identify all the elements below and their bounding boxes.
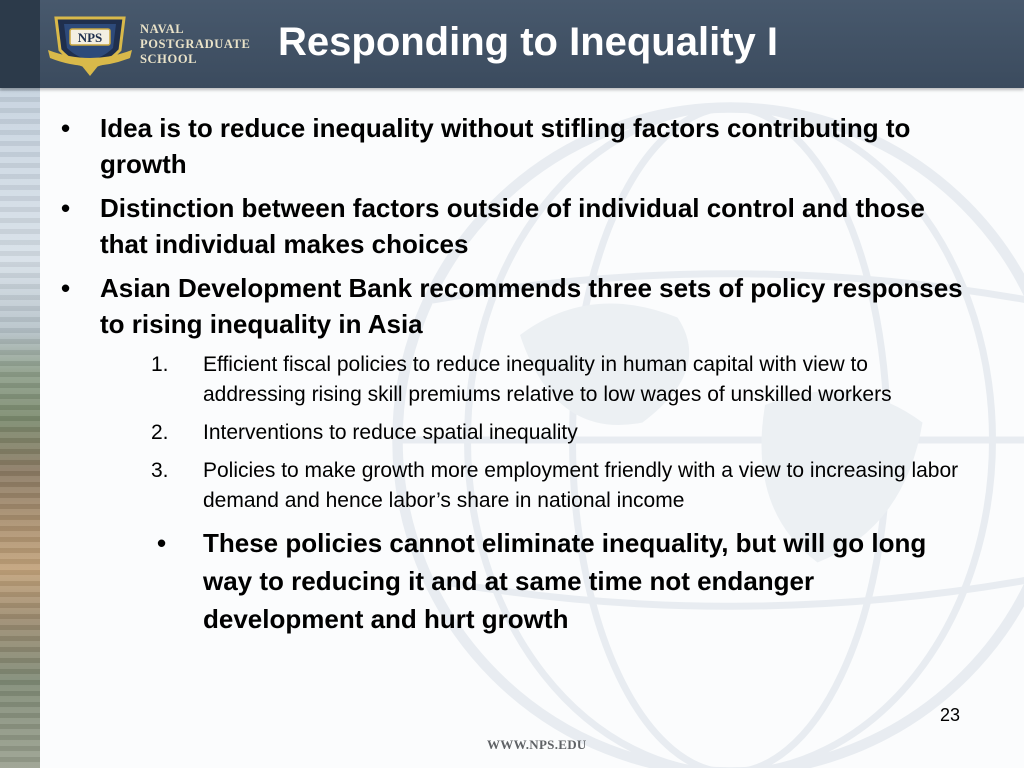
campus-photo-strip: [0, 0, 40, 768]
bullet-mark: •: [61, 113, 71, 143]
nps-crest-logo: [46, 10, 134, 80]
school-name-line-3: SCHOOL: [140, 52, 198, 66]
slide-title: Responding to Inequality I: [278, 20, 778, 64]
numbered-list: [147, 350, 975, 516]
sub-bullet-text: These policies cannot eliminate inequality, but will go long way to reducing it and at same time not endanger development and hurt growth: [203, 528, 927, 634]
numbered-item: [147, 456, 975, 516]
bullet-mark: •: [157, 528, 167, 558]
bullet-mark: •: [61, 193, 71, 223]
item-text: Efficient fiscal policies to reduce inequality in human capital with view to addressing rising skill premiums relative to low wages of unskilled workers: [203, 353, 892, 406]
bullet-text: Distinction between factors outside of individual control and those that individual makes choices: [100, 193, 925, 259]
numbered-item: [147, 350, 975, 410]
footer-url: WWW.NPS.EDU: [487, 737, 587, 752]
item-number: 2.: [151, 421, 169, 444]
header-bar: [0, 0, 1024, 88]
bullet-text: Idea is to reduce inequality without stifling factors contributing to growth: [100, 113, 911, 179]
item-text: Policies to make growth more employment friendly with a view to increasing labor demand and hence labor’s share in national income: [203, 459, 959, 512]
item-number: 1.: [151, 353, 169, 376]
item-text: Interventions to reduce spatial inequality: [203, 421, 578, 444]
sub-bullet-item: [147, 524, 975, 638]
bullet-item: [55, 190, 975, 262]
bullet-item: [55, 110, 975, 182]
page-number: 23: [940, 705, 961, 725]
bullet-text: Asian Development Bank recommends three sets of policy responses to rising inequality in Asia: [100, 273, 963, 339]
numbered-item: [147, 418, 975, 448]
school-name-line-1: NAVAL: [140, 22, 185, 36]
header-photo-shade: [0, 0, 40, 88]
school-name-line-2: POSTGRADUATE: [140, 37, 251, 51]
item-number: 3.: [151, 459, 169, 482]
school-name: [140, 22, 250, 67]
logo-text: NPS: [77, 30, 103, 45]
slide-content: [55, 110, 975, 638]
bullet-item: [55, 270, 975, 342]
bullet-mark: •: [61, 273, 71, 303]
